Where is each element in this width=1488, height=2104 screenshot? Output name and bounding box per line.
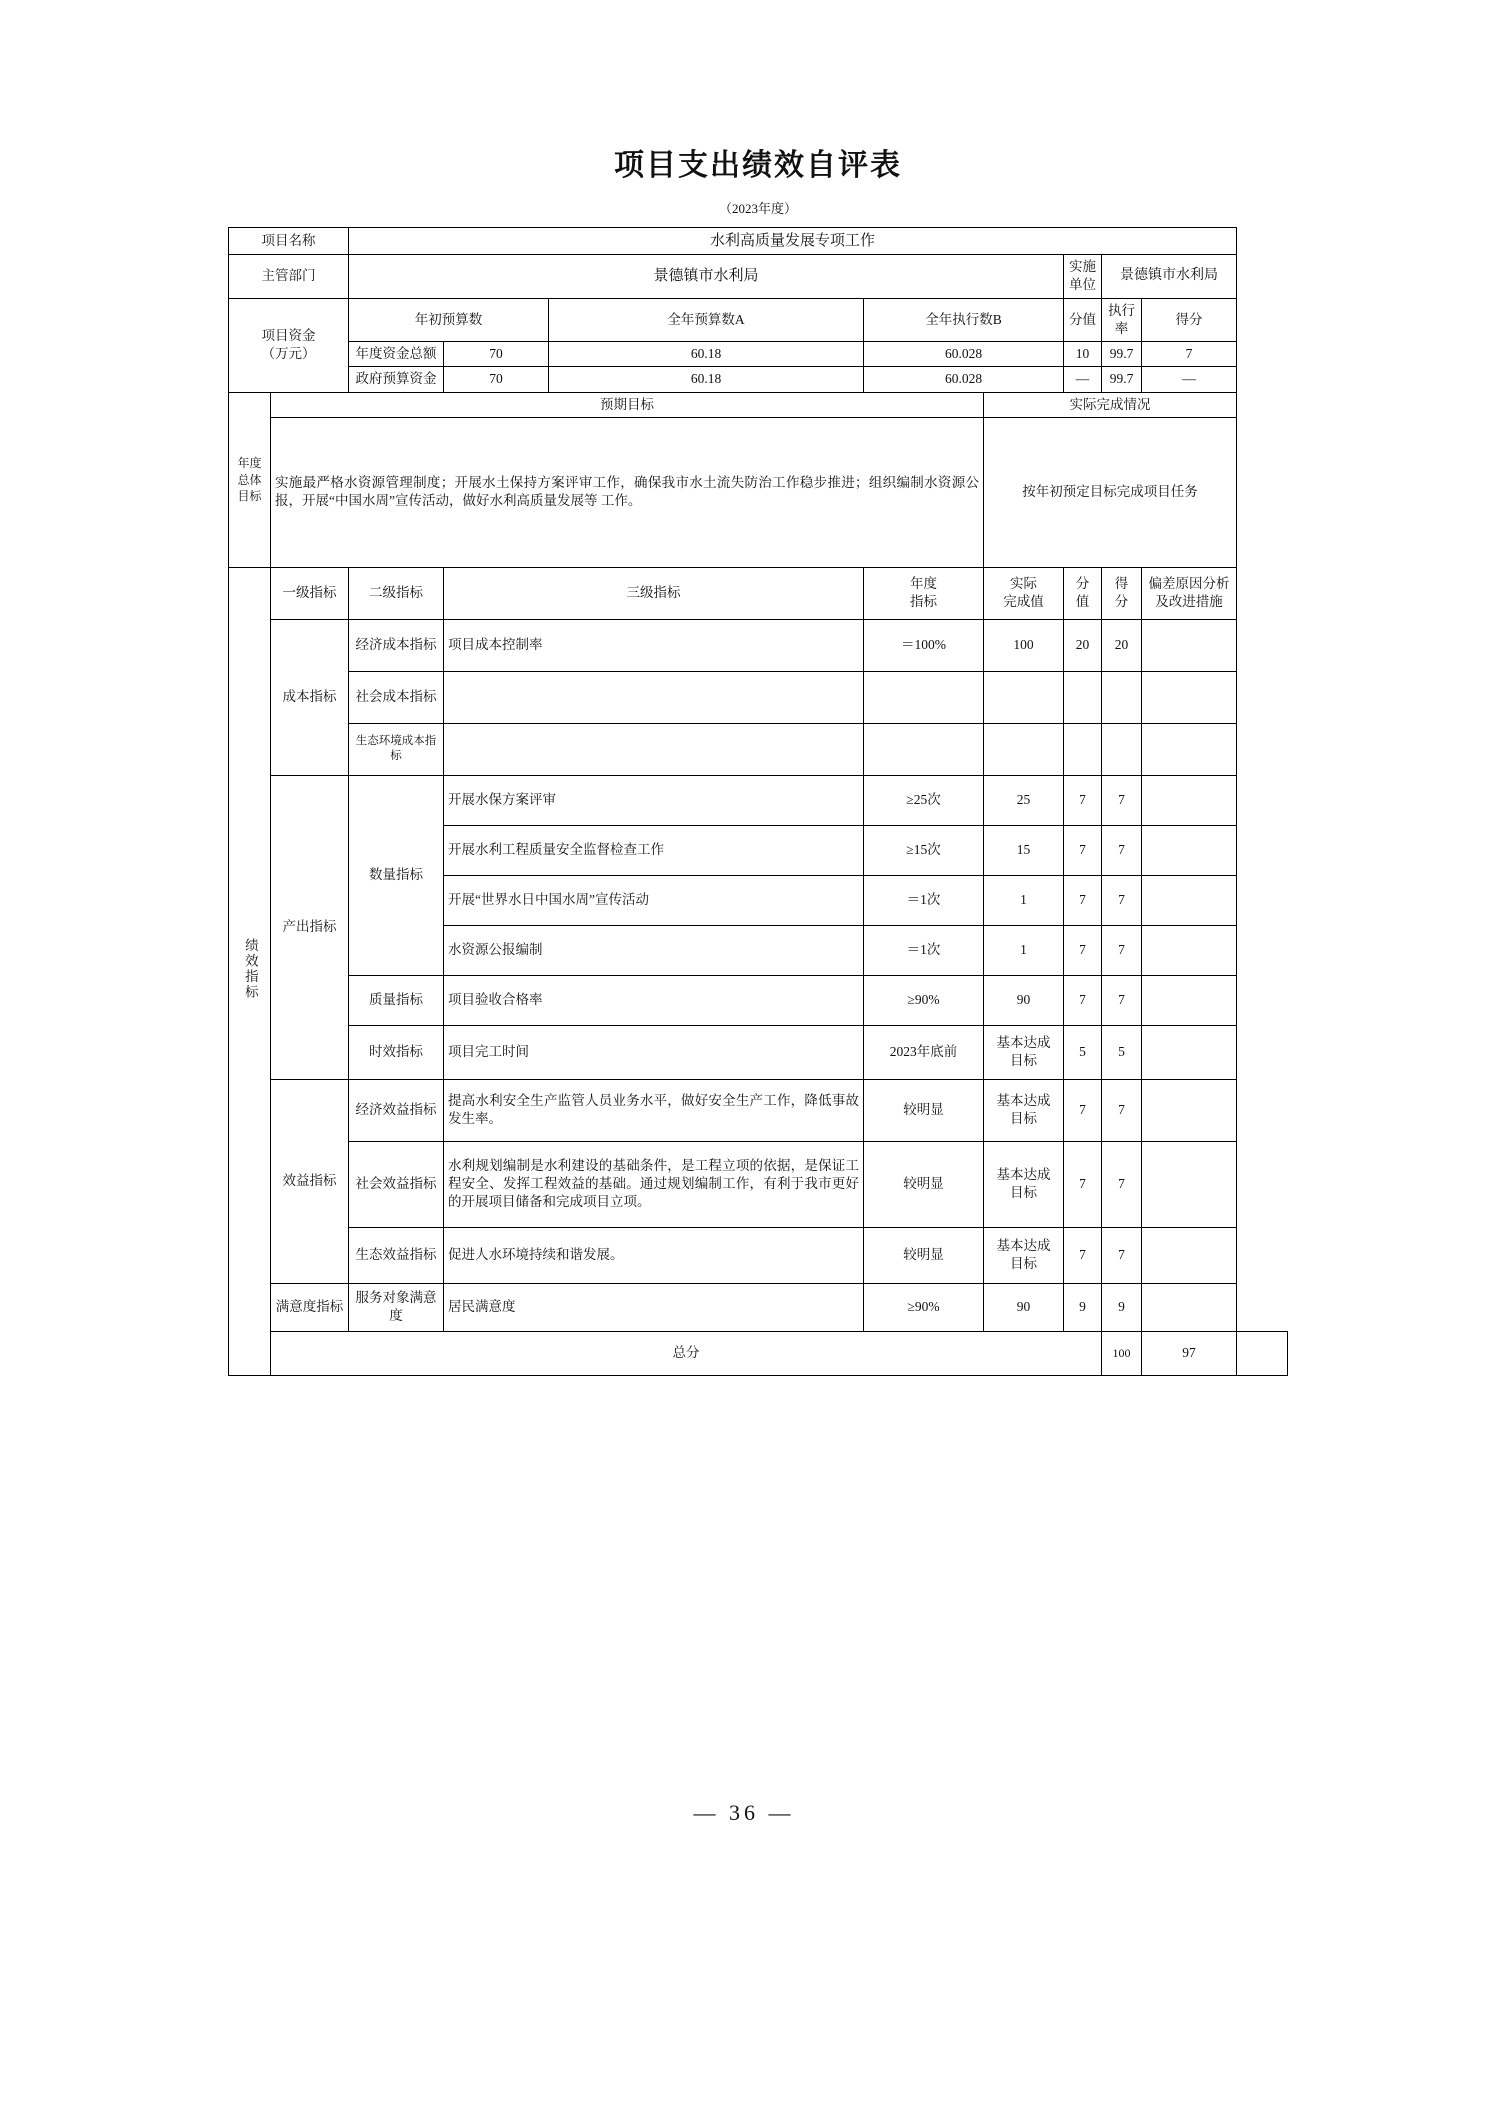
performance-indicator-side-label-text: 绩效指标 <box>242 937 258 1000</box>
table-row-funds-total <box>229 342 1288 367</box>
table-row-benefit-social <box>229 1141 1288 1227</box>
level1-benefit: 效益指标 <box>271 1079 349 1283</box>
department-value: 景德镇市水利局 <box>349 255 1064 298</box>
col-annual-line1: 年度 <box>910 576 937 592</box>
level3-social-cost <box>444 671 864 723</box>
deviation-eco-env-cost <box>1142 723 1237 775</box>
table-row-output-timeliness <box>229 1025 1288 1079</box>
actual-water-resource-bulletin: 1 <box>984 925 1064 975</box>
level3-acceptance-pass-rate: 项目验收合格率 <box>444 975 864 1025</box>
actual-eco-env-cost <box>984 723 1064 775</box>
col-score-line2: 分 <box>1114 594 1129 610</box>
value-eco-env-cost <box>1064 723 1102 775</box>
annual-water-resource-bulletin: ＝1次 <box>864 925 984 975</box>
deviation-water-conservation-review <box>1142 775 1237 825</box>
funds-col-score-value: 分值 <box>1064 298 1102 341</box>
annual-goal-side-label <box>229 392 271 567</box>
annual-economic-benefit: 较明显 <box>864 1079 984 1141</box>
level2-social-cost: 社会成本指标 <box>349 671 444 723</box>
expected-goal-header: 预期目标 <box>271 392 984 417</box>
funds-row-label <box>229 298 349 392</box>
project-name-label: 项目名称 <box>229 228 349 255</box>
funds-score-value-government: — <box>1064 367 1102 392</box>
value-water-conservation-review: 7 <box>1064 775 1102 825</box>
funds-execution-rate-total: 99.7 <box>1102 342 1142 367</box>
table-row-department <box>229 255 1288 298</box>
actual-social-benefit: 基本达成 目标 <box>984 1141 1064 1227</box>
score-resident-satisfaction: 9 <box>1102 1283 1142 1331</box>
total-deviation <box>1237 1331 1288 1375</box>
level3-cost-control-rate: 项目成本控制率 <box>444 619 864 671</box>
annual-social-cost <box>864 671 984 723</box>
table-row-goal-content <box>229 417 1288 567</box>
value-social-benefit: 7 <box>1064 1141 1102 1227</box>
value-ecological-benefit: 7 <box>1064 1227 1102 1283</box>
level1-satisfaction: 满意度指标 <box>271 1283 349 1331</box>
value-resident-satisfaction: 9 <box>1064 1283 1102 1331</box>
value-quality-safety-inspection: 7 <box>1064 825 1102 875</box>
implementing-unit-label: 实施单位 <box>1064 255 1102 298</box>
level2-economic-benefit: 经济效益指标 <box>349 1079 444 1141</box>
deviation-resident-satisfaction <box>1142 1283 1237 1331</box>
score-social-benefit: 7 <box>1102 1141 1142 1227</box>
annual-cost-control-rate: ＝100% <box>864 619 984 671</box>
col-actual <box>984 567 1064 619</box>
performance-self-evaluation-form <box>228 140 1288 1376</box>
deviation-acceptance-pass-rate <box>1142 975 1237 1025</box>
funds-annual-executed-total: 60.028 <box>864 342 1064 367</box>
table-row-indicator-header <box>229 567 1288 619</box>
funds-annual-executed-government: 60.028 <box>864 367 1064 392</box>
annual-goal-side-label-line1: 年度 <box>237 456 262 471</box>
level1-cost: 成本指标 <box>271 619 349 775</box>
funds-label-line2: （万元） <box>261 346 316 362</box>
annual-world-water-day: ＝1次 <box>864 875 984 925</box>
level3-water-conservation-review: 开展水保方案评审 <box>444 775 864 825</box>
level3-world-water-day: 开展“世界水日中国水周”宣传活动 <box>444 875 864 925</box>
table-row-funds-government <box>229 367 1288 392</box>
level2-social-benefit: 社会效益指标 <box>349 1141 444 1227</box>
actual-result-header: 实际完成情况 <box>984 392 1237 417</box>
deviation-completion-time <box>1142 1025 1237 1079</box>
actual-world-water-day: 1 <box>984 875 1064 925</box>
funds-col-initial-budget: 年初预算数 <box>349 298 549 341</box>
performance-indicator-side-label <box>229 567 271 1375</box>
col-deviation-line1: 偏差原因分析 <box>1148 576 1230 592</box>
level2-service-satisfaction: 服务对象满意度 <box>349 1283 444 1331</box>
value-cost-control-rate: 20 <box>1064 619 1102 671</box>
deviation-economic-benefit <box>1142 1079 1237 1141</box>
funds-score-value-total: 10 <box>1064 342 1102 367</box>
score-cost-control-rate: 20 <box>1102 619 1142 671</box>
implementing-unit-value: 景德镇市水利局 <box>1102 255 1237 298</box>
total-value: 100 <box>1102 1331 1142 1375</box>
expected-goal-text: 实施最严格水资源管理制度；开展水土保持方案评审工作，确保我市水土流失防治工作稳步推进；组织编制水资源公报，开展“中国水周”宣传活动，做好水利高质量发展等 工作。 <box>271 417 984 567</box>
annual-resident-satisfaction: ≥90% <box>864 1283 984 1331</box>
project-name-value: 水利高质量发展专项工作 <box>349 228 1237 255</box>
funds-label-line1: 项目资金 <box>261 327 316 343</box>
deviation-ecological-benefit <box>1142 1227 1237 1283</box>
level1-output: 产出指标 <box>271 775 349 1079</box>
funds-row-label-total: 年度资金总额 <box>349 342 444 367</box>
deviation-social-cost <box>1142 671 1237 723</box>
level2-ecological-benefit: 生态效益指标 <box>349 1227 444 1283</box>
score-quality-safety-inspection: 7 <box>1102 825 1142 875</box>
table-row-cost-social <box>229 671 1288 723</box>
col-level3: 三级指标 <box>444 567 864 619</box>
col-value-line1: 分 <box>1075 576 1090 592</box>
total-score: 97 <box>1142 1331 1237 1375</box>
level3-social-benefit: 水利规划编制是水利建设的基础条件，是工程立项的依据，是保证工程安全、发挥工程效益的基础。通过规划编制工作，有利于我市更好的开展项目储备和完成项目立项。 <box>444 1141 864 1227</box>
annual-completion-time: 2023年底前 <box>864 1025 984 1079</box>
deviation-water-resource-bulletin <box>1142 925 1237 975</box>
score-water-resource-bulletin: 7 <box>1102 925 1142 975</box>
col-score-line1: 得 <box>1114 576 1129 592</box>
level2-economic-cost: 经济成本指标 <box>349 619 444 671</box>
page-number: — 36 — <box>693 1800 795 1825</box>
table-row-cost-economic <box>229 619 1288 671</box>
actual-water-conservation-review: 25 <box>984 775 1064 825</box>
level3-eco-env-cost <box>444 723 864 775</box>
score-water-conservation-review: 7 <box>1102 775 1142 825</box>
deviation-quality-safety-inspection <box>1142 825 1237 875</box>
level3-resident-satisfaction: 居民满意度 <box>444 1283 864 1331</box>
actual-acceptance-pass-rate: 90 <box>984 975 1064 1025</box>
level3-quality-safety-inspection: 开展水利工程质量安全监督检查工作 <box>444 825 864 875</box>
table-row-project-name <box>229 228 1288 255</box>
table-row-goal-header <box>229 392 1288 417</box>
funds-annual-budget-government: 60.18 <box>549 367 864 392</box>
table-row-output-qty-1 <box>229 775 1288 825</box>
actual-result-text: 按年初预定目标完成项目任务 <box>984 417 1237 567</box>
deviation-cost-control-rate <box>1142 619 1237 671</box>
value-economic-benefit: 7 <box>1064 1079 1102 1141</box>
col-score <box>1102 567 1142 619</box>
total-label: 总分 <box>271 1331 1102 1375</box>
annual-goal-side-label-line3: 目标 <box>237 488 262 503</box>
level2-eco-env-cost: 生态环境成本指标 <box>349 723 444 775</box>
table-row-benefit-economic <box>229 1079 1288 1141</box>
evaluation-table <box>228 227 1288 1376</box>
annual-goal-side-label-line2: 总体 <box>237 472 262 487</box>
value-world-water-day: 7 <box>1064 875 1102 925</box>
page-subtitle: （2023年度） <box>718 201 797 216</box>
funds-score-government: — <box>1142 367 1237 392</box>
actual-resident-satisfaction: 90 <box>984 1283 1064 1331</box>
actual-cost-control-rate: 100 <box>984 619 1064 671</box>
level2-timeliness: 时效指标 <box>349 1025 444 1079</box>
score-social-cost <box>1102 671 1142 723</box>
annual-acceptance-pass-rate: ≥90% <box>864 975 984 1025</box>
col-annual <box>864 567 984 619</box>
annual-quality-safety-inspection: ≥15次 <box>864 825 984 875</box>
annual-water-conservation-review: ≥25次 <box>864 775 984 825</box>
col-value-line2: 值 <box>1075 594 1090 610</box>
annual-social-benefit: 较明显 <box>864 1141 984 1227</box>
table-row-cost-eco-env <box>229 723 1288 775</box>
value-completion-time: 5 <box>1064 1025 1102 1079</box>
funds-col-execution-rate: 执行率 <box>1102 298 1142 341</box>
funds-execution-rate-government: 99.7 <box>1102 367 1142 392</box>
funds-col-annual-executed: 全年执行数B <box>864 298 1064 341</box>
department-label: 主管部门 <box>229 255 349 298</box>
actual-quality-safety-inspection: 15 <box>984 825 1064 875</box>
col-deviation <box>1142 567 1237 619</box>
funds-row-label-government: 政府预算资金 <box>349 367 444 392</box>
funds-initial-budget-government: 70 <box>444 367 549 392</box>
actual-social-cost <box>984 671 1064 723</box>
col-annual-line2: 指标 <box>910 594 937 610</box>
col-deviation-line2: 及改进措施 <box>1155 594 1223 610</box>
funds-annual-budget-total: 60.18 <box>549 342 864 367</box>
value-social-cost <box>1064 671 1102 723</box>
col-actual-line2: 完成值 <box>1003 594 1044 610</box>
deviation-world-water-day <box>1142 875 1237 925</box>
funds-initial-budget-total: 70 <box>444 342 549 367</box>
table-row-satisfaction <box>229 1283 1288 1331</box>
value-acceptance-pass-rate: 7 <box>1064 975 1102 1025</box>
deviation-social-benefit <box>1142 1141 1237 1227</box>
annual-ecological-benefit: 较明显 <box>864 1227 984 1283</box>
level3-water-resource-bulletin: 水资源公报编制 <box>444 925 864 975</box>
score-eco-env-cost <box>1102 723 1142 775</box>
funds-score-total: 7 <box>1142 342 1237 367</box>
page-title: 项目支出绩效自评表 <box>614 149 902 182</box>
score-economic-benefit: 7 <box>1102 1079 1142 1141</box>
level2-quantity: 数量指标 <box>349 775 444 975</box>
value-water-resource-bulletin: 7 <box>1064 925 1102 975</box>
score-ecological-benefit: 7 <box>1102 1227 1142 1283</box>
col-level1: 一级指标 <box>271 567 349 619</box>
table-row-total <box>229 1331 1288 1375</box>
col-value <box>1064 567 1102 619</box>
annual-eco-env-cost <box>864 723 984 775</box>
level3-completion-time: 项目完工时间 <box>444 1025 864 1079</box>
table-row-funds-header <box>229 298 1288 341</box>
col-actual-line1: 实际 <box>1010 576 1037 592</box>
actual-ecological-benefit: 基本达成 目标 <box>984 1227 1064 1283</box>
col-level2: 二级指标 <box>349 567 444 619</box>
funds-col-annual-budget: 全年预算数A <box>549 298 864 341</box>
funds-col-score: 得分 <box>1142 298 1237 341</box>
actual-completion-time: 基本达成 目标 <box>984 1025 1064 1079</box>
level2-quality: 质量指标 <box>349 975 444 1025</box>
level3-ecological-benefit: 促进人水环境持续和谐发展。 <box>444 1227 864 1283</box>
score-completion-time: 5 <box>1102 1025 1142 1079</box>
table-row-output-quality <box>229 975 1288 1025</box>
score-acceptance-pass-rate: 7 <box>1102 975 1142 1025</box>
actual-economic-benefit: 基本达成 目标 <box>984 1079 1064 1141</box>
level3-economic-benefit: 提高水利安全生产监管人员业务水平，做好安全生产工作，降低事故发生率。 <box>444 1079 864 1141</box>
score-world-water-day: 7 <box>1102 875 1142 925</box>
table-row-benefit-ecological <box>229 1227 1288 1283</box>
